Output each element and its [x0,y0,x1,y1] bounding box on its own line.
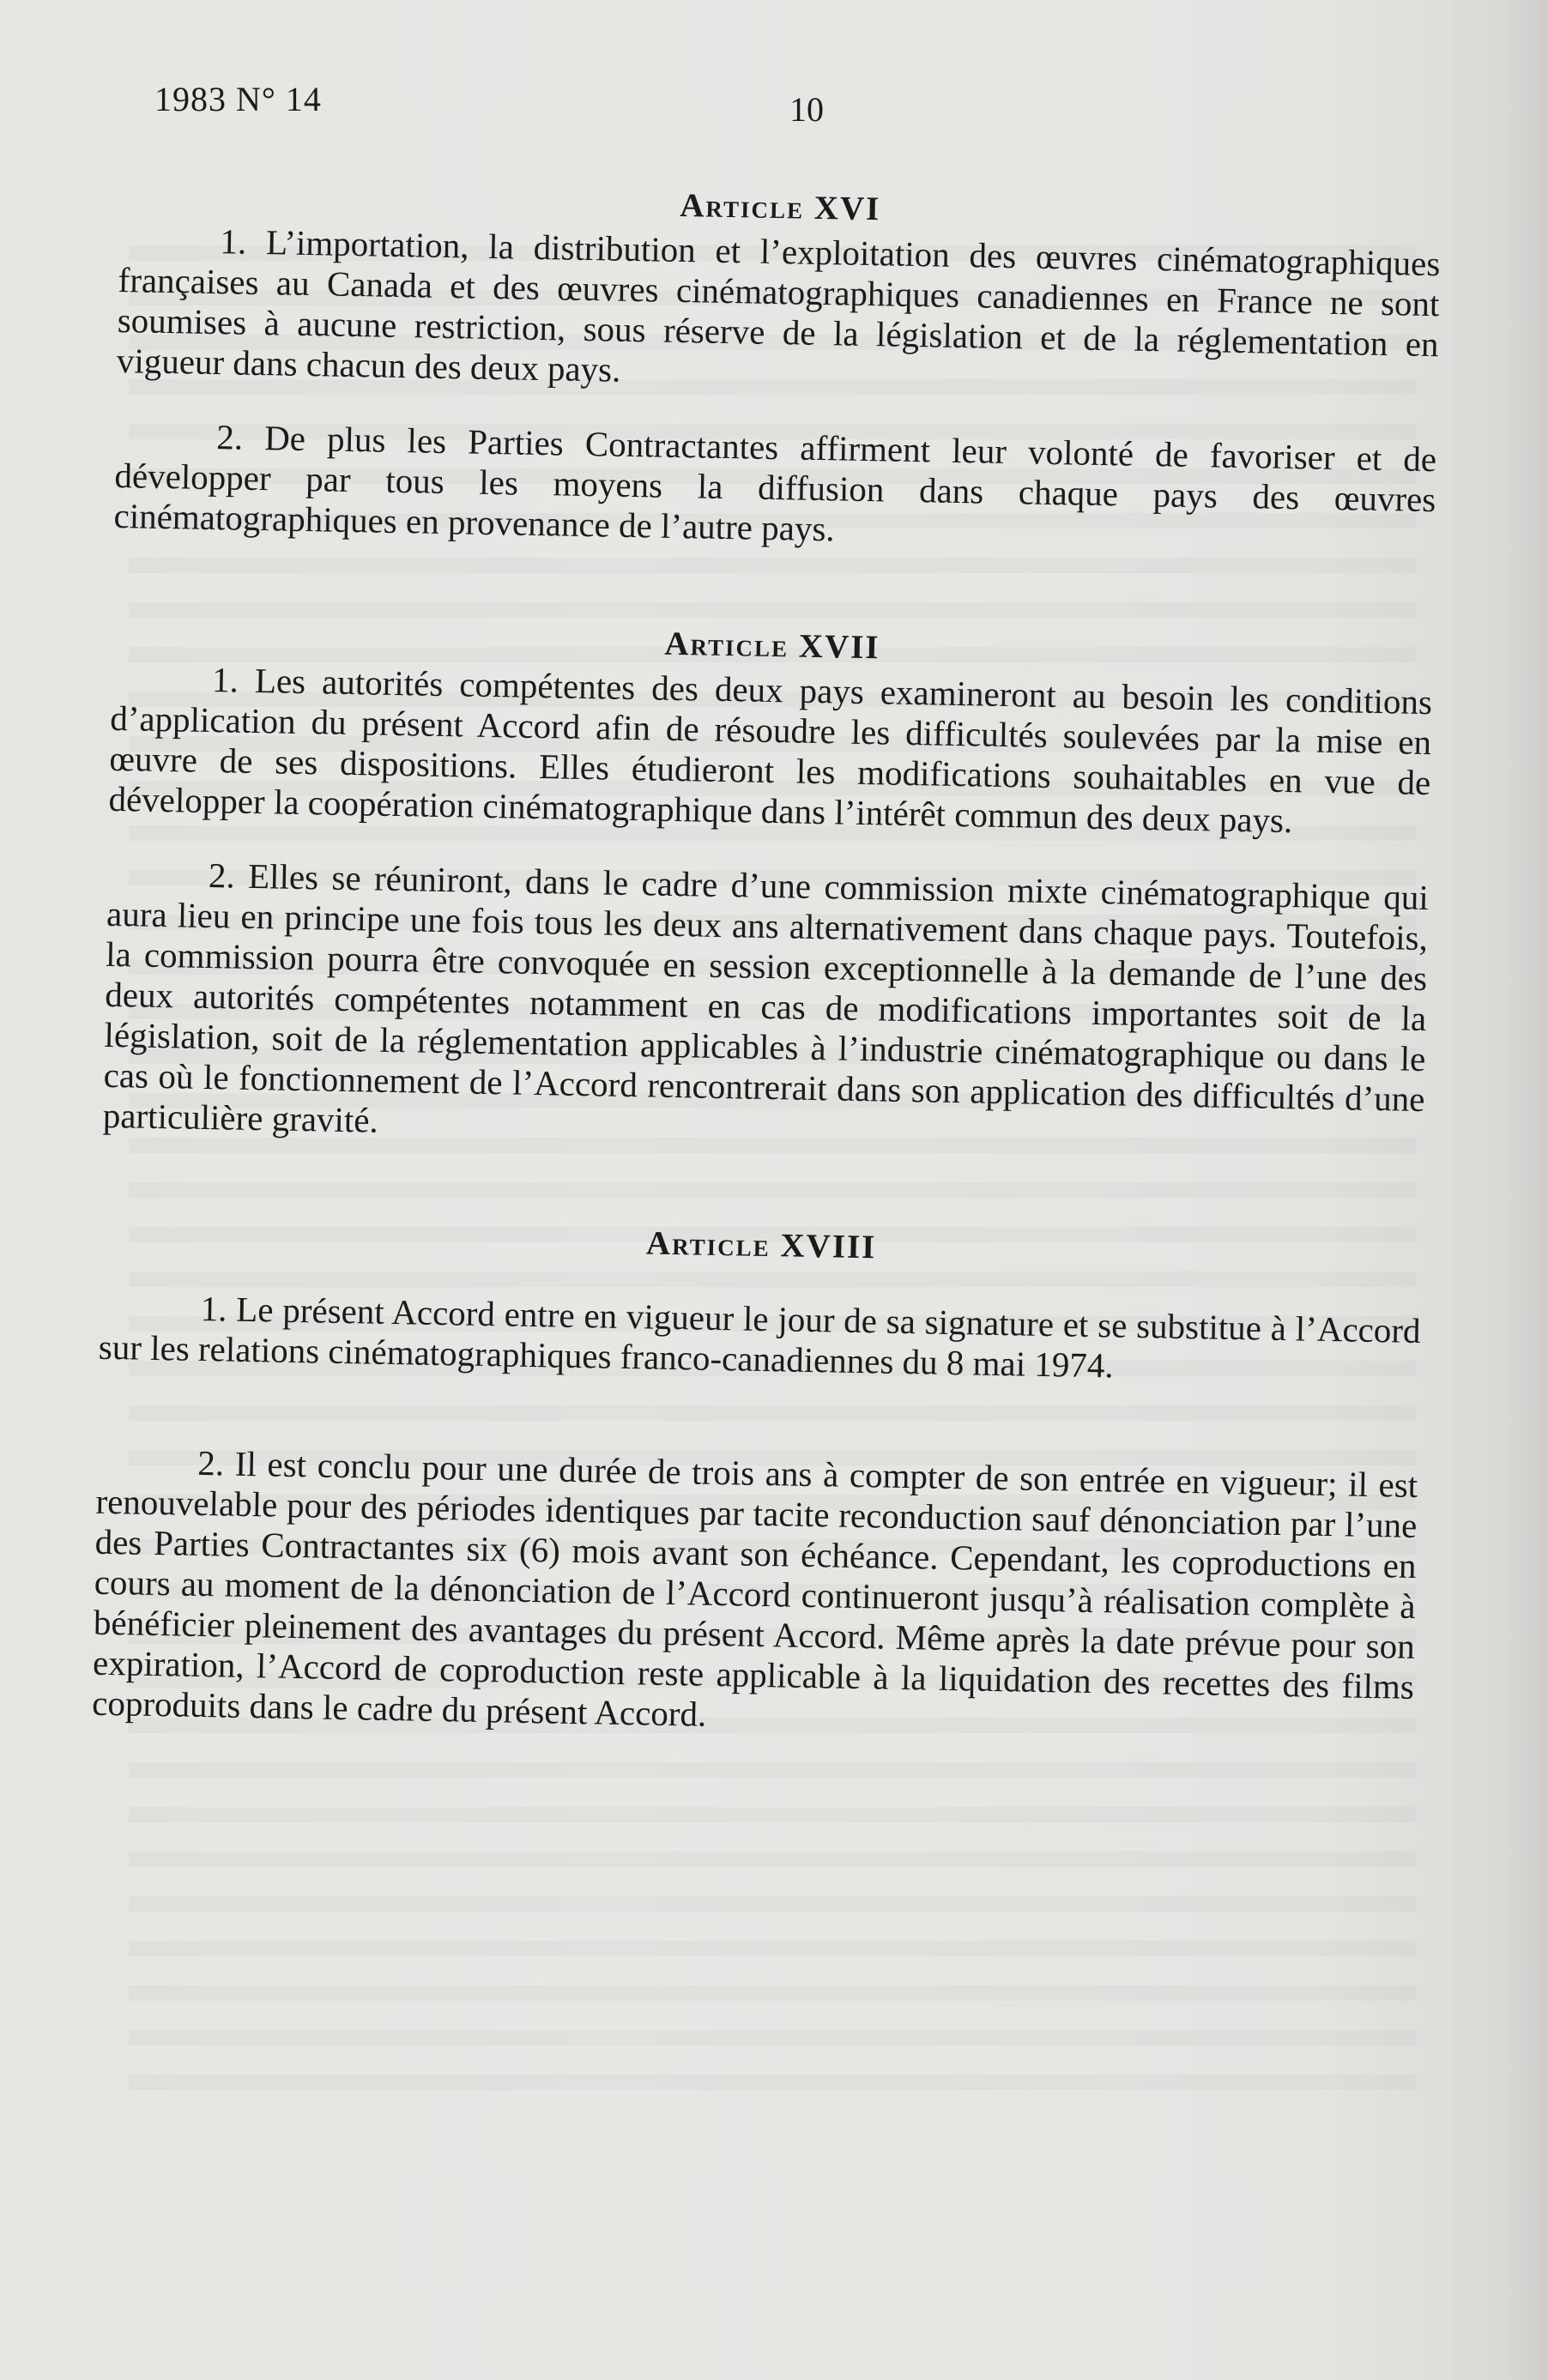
article-paragraph: 2. De plus les Parties Contractantes affirment leur volonté de favoriser et de développer par tous les moyens la diffusion dans chaque pays des œuvres cinématographiques en provenance de l’autre pays. [113,417,1437,549]
article-title: Article XVII [664,625,880,667]
article-title: Article XVIII [645,1224,877,1266]
article-paragraph: 2. Elles se réuniront, dans le cadre d’une commission mixte cinématographique qui aura lieu en principe une fois tous les deux ans alternativement dans chaque pays. Toutefois, la commission pourra être convoquée en session exceptionnelle à la demande de l’une des deux autorités compétentes notamment en cas de modifications importantes soit de la législation, soit de la réglementation applicables à l’industrie cinématographique ou dans le cas où le fonctionnement de l’Accord rencontrerait dans son application des difficultés d’une particulière gravité. [102,855,1430,1140]
document-body [92,172,1442,1748]
article-paragraph: 1. Le présent Accord entre en vigueur le jour de sa signature et se substitue à l’Accord sur les relations cinématographiques franco-canadiennes du 8 mai 1974. [98,1288,1421,1386]
article-paragraph: 1. Les autorités compétentes des deux pays examineront au besoin les conditions d’application du présent Accord afin de résoudre les difficultés soulevées par la mise en œuvre de ses dispositions. Elles étudieront les modifications souhaitables en vue de développer la coopération cinématographique dans l’intérêt commun des deux pays. [108,660,1433,841]
page-number: 10 [789,90,824,129]
article-paragraph: 1. L’importation, la distribution et l’exploitation des œuvres cinématographiques françaises au Canada et des œuvres cinématographiques canadiennes en France ne sont soumises à aucune restriction, sous réserve de la législation et de la réglementation en vigueur dans chacun des deux pays. [116,221,1441,390]
article-paragraph: 2. Il est conclu pour une durée de trois ans à compter de son entrée en vigueur; il est renouvelable pour des périodes identiques par tacite reconduction sauf dénonciation par l’une des Parties Contractantes six (6) mois avant son échéance. Cependant, les coproductions en cours au moment de la dénonciation de l’Accord continueront jusqu’à réalisation complète à bénéficier pleinement des avantages du présent Accord. Même après la date prévue pour son expiration, l’Accord de coproduction reste applicable à la liquidation des recettes des films coproduits dans le cadre du présent Accord. [91,1442,1418,1734]
article-title: Article XVI [679,186,881,228]
running-head: 1983 N° 14 [154,80,322,118]
